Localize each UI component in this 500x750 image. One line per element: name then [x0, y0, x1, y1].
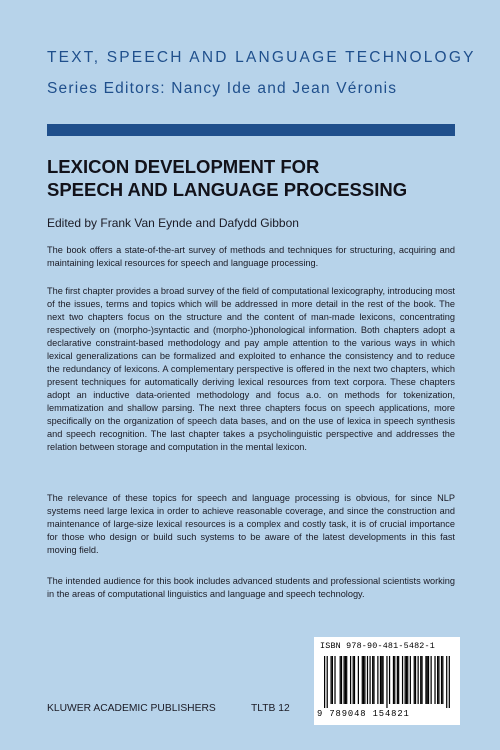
book-title-line-2: SPEECH AND LANGUAGE PROCESSING: [47, 179, 408, 200]
series-code: TLTB 12: [251, 703, 290, 714]
barcode-bar: [358, 656, 359, 704]
barcode-bar: [394, 656, 395, 704]
paragraph-relevance: The relevance of these topics for speech and language processing is obvious, for since NLP systems need large lexica in order to achieve reasonable coverage, and since the construction and maintenance of large-size lexical resources is a complex and costly task, it is of crucial importance for those who design or build such systems to be aware of the latest developments in this fast moving field.: [47, 493, 455, 555]
barcode-bar: [434, 656, 435, 704]
barcode-bar: [386, 656, 387, 708]
barcode-bar: [346, 656, 347, 704]
barcode-bar: [420, 656, 421, 704]
barcode-bar: [446, 656, 447, 708]
paragraph-audience: The intended audience for this book includes advanced students and professional scientists working in the areas of computational linguistics and language and speech technology.: [47, 576, 455, 599]
barcode-bar: [330, 656, 331, 704]
barcode-bar: [334, 656, 335, 704]
barcode-bar: [438, 656, 439, 704]
barcode-icon: [324, 656, 450, 708]
barcode-bar: [389, 656, 390, 704]
barcode-bar: [354, 656, 355, 704]
barcode-bar: [327, 656, 328, 708]
barcode-bar: [427, 656, 428, 704]
barcode-bar: [431, 656, 432, 704]
barcode-bar: [410, 656, 411, 704]
barcode-bar: [381, 656, 382, 704]
barcode-bar: [343, 656, 344, 704]
barcode-bar: [398, 656, 399, 704]
barcode-bar: [377, 656, 378, 704]
barcode-bar: [442, 656, 443, 704]
publisher-name: KLUWER ACADEMIC PUBLISHERS: [47, 703, 216, 714]
barcode-bar: [406, 656, 407, 704]
barcode-bar: [353, 656, 354, 704]
barcode-bar: [332, 656, 333, 704]
barcode-bar: [364, 656, 365, 704]
barcode-bar: [340, 656, 341, 704]
book-editors: Edited by Frank Van Eynde and Dafydd Gibbon: [47, 216, 299, 230]
barcode-bar: [372, 656, 373, 704]
barcode-bar: [373, 656, 374, 704]
barcode-bar: [415, 656, 416, 704]
series-title: TEXT, SPEECH AND LANGUAGE TECHNOLOGY: [47, 49, 476, 66]
barcode-bar: [421, 656, 422, 704]
barcode-bar: [428, 656, 429, 704]
barcode-bar: [425, 656, 426, 704]
isbn-label: ISBN 978-90-481-5482-1: [320, 641, 435, 651]
barcode-bar: [382, 656, 383, 704]
header-rule: [47, 124, 455, 136]
paragraph-chapters: The first chapter provides a broad survey of the field of computational lexicography, introducing most of the issues, terms and topics which will be addressed in more detail in the rest of the book. The next two chapters focus on the structure and the content of man-made lexicons, concentrating respectively on (morpho-)syntactic and (morpho-)phonological information. Both chapters adopt a declarative constraint-based methodology and pay ample attention to the various ways in which lexical generalizations can be formalized and exploited to enhance the consistency and to reduce the redundancy of lexicons. A complementary perspective is offered in the next two chapters, which present techniques for automatically deriving lexical resources from text corpora. These chapters adopt an inductive data-oriented methodology and focus a.o. on methods for tokenization, lemmatization and shallow parsing. The next three chapters focus on speech applications, more specifically on the organization of speech data bases, and on the use of lexica in speech synthesis and speech recognition. The last chapter takes a psycholinguistic perspective and addresses the relation between storage and computation in the mental lexicon.: [47, 286, 455, 452]
barcode-bar: [380, 656, 381, 704]
barcode-bar: [324, 656, 325, 708]
barcode-bar: [397, 656, 398, 704]
barcode-bar: [362, 656, 363, 704]
barcode-panel: [314, 637, 460, 725]
barcode-bar: [341, 656, 342, 704]
paragraph-intro: The book offers a state-of-the-art survey of methods and techniques for structuring, acquiring and maintaining lexical resources for speech and language processing.: [47, 245, 455, 268]
book-title-line-1: LEXICON DEVELOPMENT FOR: [47, 156, 320, 177]
barcode-bar: [449, 656, 450, 708]
barcode-bar: [414, 656, 415, 704]
barcode-bar: [402, 656, 403, 704]
barcode-bar: [363, 656, 364, 704]
barcode-bar: [350, 656, 351, 704]
barcode-bar: [367, 656, 368, 704]
barcode-bar: [441, 656, 442, 704]
barcode-bar: [437, 656, 438, 704]
barcode-bar: [345, 656, 346, 704]
series-editors: Series Editors: Nancy Ide and Jean Véronis: [47, 80, 398, 97]
book-title: [47, 155, 407, 201]
barcode-bar: [418, 656, 419, 704]
barcode-digits: 9 789048 154821: [317, 709, 410, 719]
barcode-bar: [393, 656, 394, 704]
barcode-bar: [407, 656, 408, 704]
barcode-bar: [369, 656, 370, 704]
barcode-bar: [405, 656, 406, 704]
